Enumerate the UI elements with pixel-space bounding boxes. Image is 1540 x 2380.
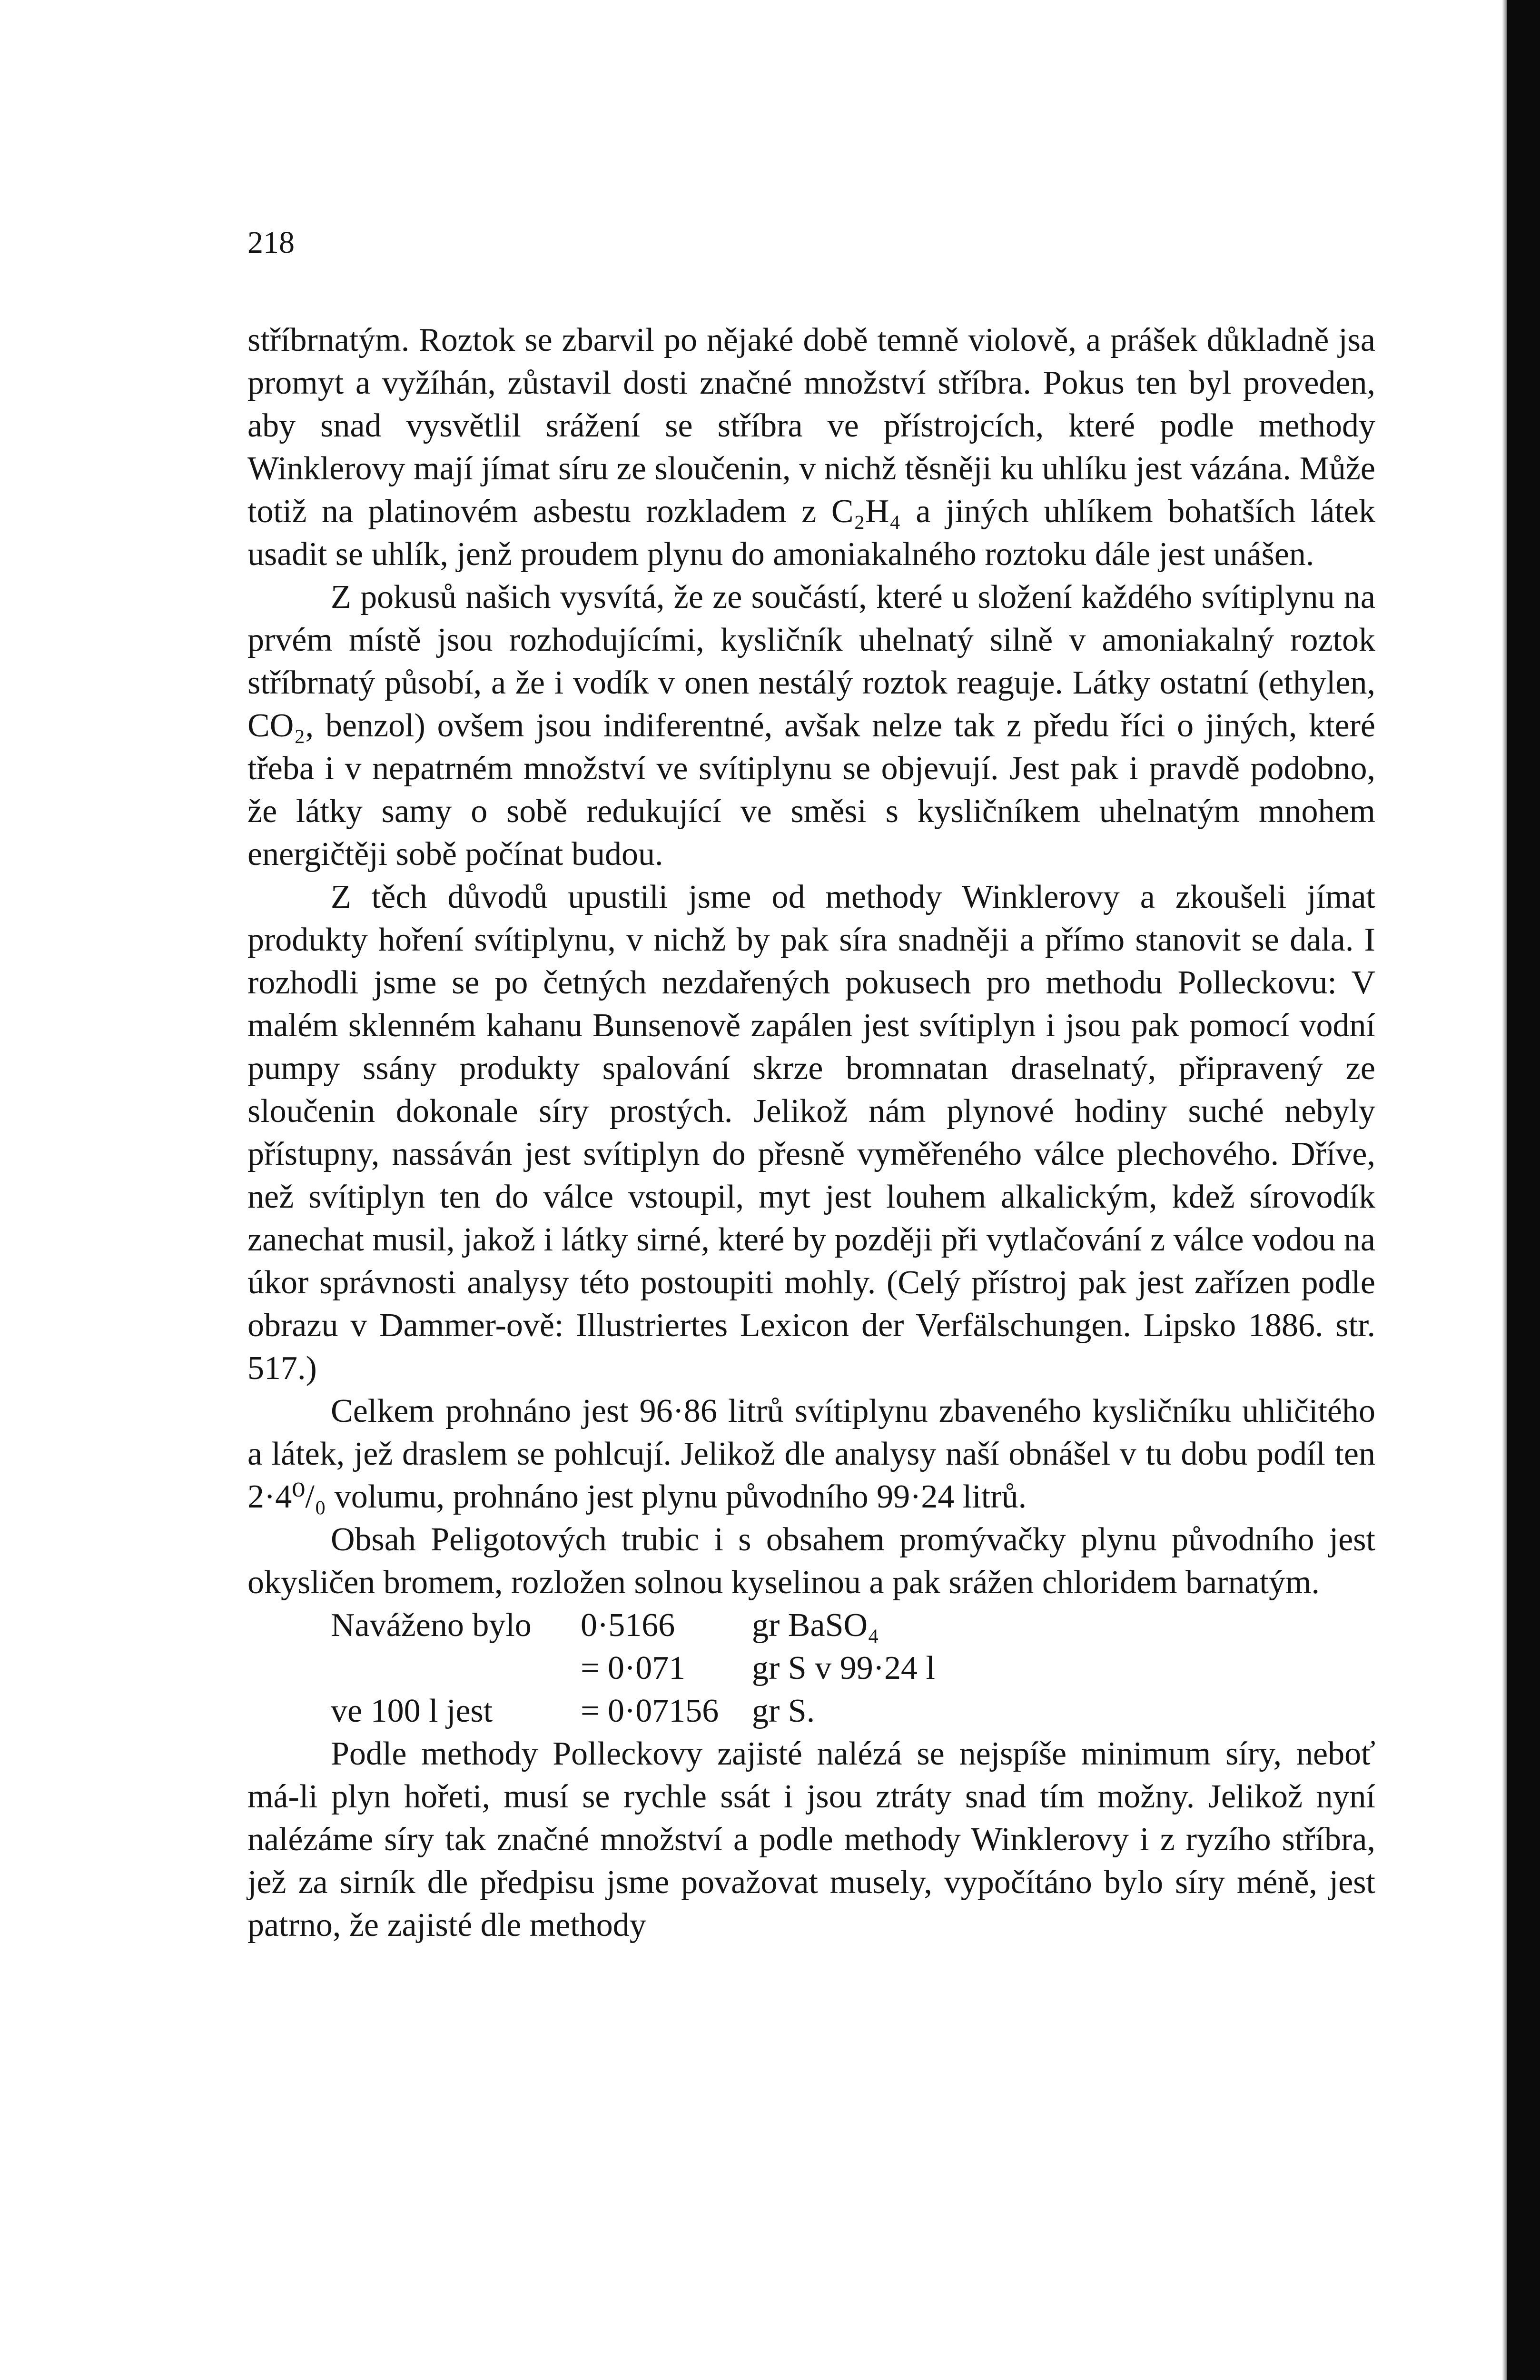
calculation-value: = 0·071 [581, 1650, 686, 1686]
scan-edge-border [1507, 0, 1540, 2380]
paragraph-3: Z těch důvodů upustili jsme od methody Winklerovy a zkoušeli jímat produkty hoření svítiplynu, v nichž by pak síra snadněji a přímo stanovit se dala. I rozhodli jsme se po četných nezdařených pokusech pro methodu Polleckovu: V malém sklenném kahanu Bunsenově zapálen jest svítiplyn i jsou pak pomocí vodní pumpy ssány produkty spalování skrze bromnatan draselnatý, připravený ze sloučenin dokonale síry prostých. Jelikož nám plynové hodiny suché nebyly přístupny, nassáván jest svítiplyn do přesně vyměřeného válce plechového. Dříve, než svítiplyn ten do válce vstoupil, myt jest louhem alkalickým, kdež sírovodík zanechat musil, jakož i látky sirné, které by později při vytlačování z válce vodou na úkor správnosti analysy této postoupiti mohly. (Celý přístroj pak jest zařízen podle obrazu v Dammer-ově: Illustriertes Lexicon der Verfälschungen. Lipsko 1886. str. 517.) [247, 879, 1375, 1387]
page [247, 224, 1375, 1947]
calculation-row [247, 1604, 1375, 1647]
body-text-continued [247, 1733, 1375, 1947]
paragraph-2: Z pokusů našich vysvítá, že ze součástí, které u složení každého svítiplynu na prvém místě jsou rozhodujícími, kysličník uhelnatý silně v amoniakalný roztok stříbrnatý působí, a že i vodík v onen nestálý roztok reaguje. Látky ostatní (ethylen, CO₂, benzol) ovšem jsou indiferentné, avšak nelze tak z předu říci o jiných, které třeba i v nepatrném množství ve svítiplynu se objevují. Jest pak i pravdě podobno, že látky samy o sobě redukující ve směsi s kysličníkem uhelnatým mnohem energičtěji sobě počínat budou. [247, 579, 1375, 873]
calculation-value: 0·5166 [581, 1607, 675, 1644]
calculation-label: ve 100 l jest [331, 1693, 493, 1729]
calculation-label: Naváženo bylo [331, 1607, 532, 1644]
calculation-unit: gr S. [752, 1693, 815, 1729]
paragraph-1: stříbrnatým. Roztok se zbarvil po nějaké době temně violově, a prášek důkladně jsa promyt a vyžíhán, zůstavil dosti značné množství stříbra. Pokus ten byl proveden, aby snad vysvětlil srážení se stříbra ve přístrojcích, které podle methody Winklerovy mají jímat síru ze sloučenin, v nichž těsněji ku uhlíku jest vázána. Může totiž na platinovém asbestu rozkladem z C₂H₄ a jiných uhlíkem bohatších látek usadit se uhlík, jenž proudem plynu do amoniakalného roztoku dále jest unášen. [247, 322, 1375, 573]
paragraph-5: Obsah Peligotových trubic i s obsahem promývačky plynu původního jest okysličen bromem, rozložen solnou kyselinou a pak srážen chloridem barnatým. [247, 1521, 1375, 1601]
page-number: 218 [247, 225, 295, 260]
calculation-row [247, 1690, 1375, 1733]
body-text [247, 319, 1375, 1604]
scan-edge-gradient [1502, 0, 1507, 2380]
calculation-value: = 0·07156 [581, 1693, 719, 1729]
calculation-block [247, 1604, 1375, 1733]
paragraph-4: Celkem prohnáno jest 96·86 litrů svítiplynu zbaveného kysličníku uhličitého a látek, jež draslem se pohlcují. Jelikož dle analysy naší obnášel v tu dobu podíl ten 2·4⁰/₀ volumu, prohnáno jest plynu původního 99·24 litrů. [247, 1393, 1375, 1515]
calculation-unit: gr S v 99·24 l [752, 1650, 935, 1686]
calculation-label [247, 1647, 581, 1690]
calculation-unit: gr BaSO₄ [752, 1607, 879, 1644]
paragraph-6: Podle methody Polleckovy zajisté nalézá se nejspíše minimum síry, neboť má-li plyn hořeti, musí se rychle ssát i jsou ztráty snad tím možny. Jelikož nyní nalézáme síry tak značné množství a podle methody Winklerovy i z ryzího stříbra, jež za sirník dle předpisu jsme považovat musely, vypočítáno bylo síry méně, jest patrno, že zajisté dle methody [247, 1735, 1375, 1944]
calculation-row [247, 1647, 1375, 1690]
